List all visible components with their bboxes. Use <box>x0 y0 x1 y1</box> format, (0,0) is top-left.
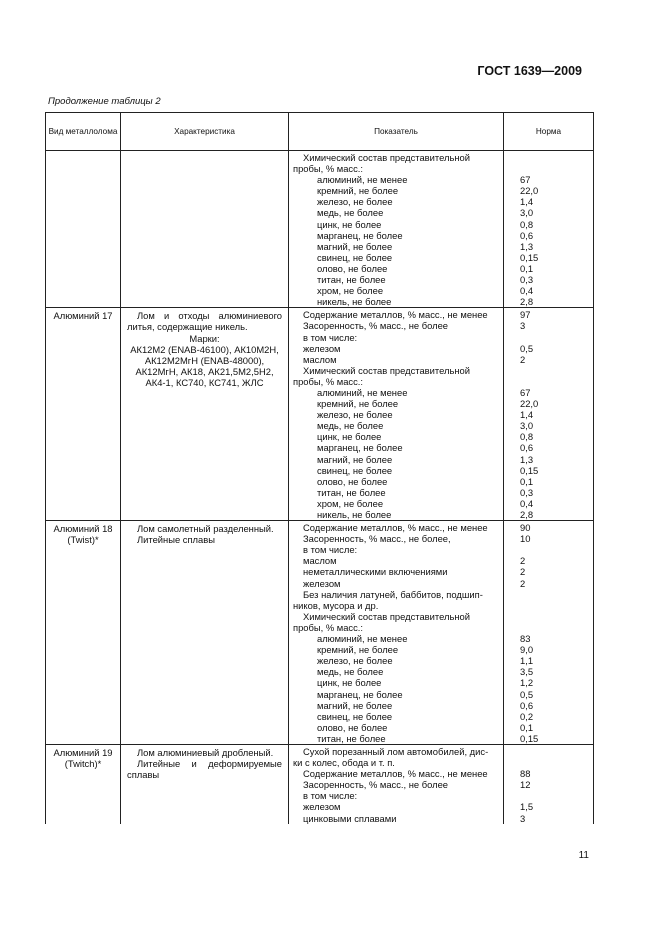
indicator-line: маслом <box>303 353 337 365</box>
norm-value: 22,0 <box>520 398 539 410</box>
norm-value: 10 <box>520 533 531 545</box>
norm-value: 0,8 <box>520 218 534 230</box>
norm-value: 0,5 <box>520 342 534 354</box>
indicator-line: Засоренность, % масс., не более, <box>303 533 451 545</box>
norm-value: 3 <box>520 320 526 332</box>
norm-value: 3,5 <box>520 666 534 678</box>
indicator-line: олово, не более <box>317 721 388 733</box>
indicator-line: железо, не более <box>317 196 393 208</box>
characteristic-cell <box>121 151 289 308</box>
indicator-line: медь, не более <box>317 207 384 219</box>
norm-cell <box>504 744 594 823</box>
indicator-line: никель, не более <box>317 296 392 308</box>
norm-value: 0,2 <box>520 710 534 722</box>
norm-value: 2 <box>520 566 526 578</box>
indicator-line: алюминий, не менее <box>317 174 408 186</box>
indicator-line: Содержание металлов, % масс., не менее <box>303 768 488 780</box>
header-indicator: Показатель <box>289 113 504 151</box>
table-row <box>46 521 594 745</box>
indicator-line: пробы, % масс.: <box>293 375 364 387</box>
indicator-line: Содержание металлов, % масс., не менее <box>303 522 488 534</box>
indicator-cell <box>289 521 504 745</box>
indicator-line: марганец, не более <box>317 229 403 241</box>
norm-value: 1,3 <box>520 453 534 465</box>
indicator-line: медь, не более <box>317 666 384 678</box>
indicator-line: кремний, не более <box>317 398 399 410</box>
characteristic-cell <box>121 308 289 521</box>
characteristic-cell <box>121 521 289 745</box>
norm-value: 1,5 <box>520 801 534 813</box>
indicator-line: свинец, не более <box>317 251 393 263</box>
table-caption: Продолжение таблицы 2 <box>48 96 161 107</box>
indicator-line: в том числе: <box>303 331 358 343</box>
norm-value: 0,15 <box>520 251 539 263</box>
norm-value: 67 <box>520 174 531 186</box>
norm-value: 1,4 <box>520 409 534 421</box>
indicator-line: олово, не более <box>317 475 388 487</box>
norm-value: 12 <box>520 779 531 791</box>
norm-value: 2 <box>520 353 526 365</box>
indicator-cell <box>289 151 504 308</box>
norm-value: 0,6 <box>520 442 534 454</box>
document-code: ГОСТ 1639—2009 <box>477 64 582 78</box>
grades-label: Марки: <box>189 332 220 344</box>
indicator-line: железом <box>303 577 341 589</box>
indicator-line: Сухой порезанный лом автомобилей, дис- <box>303 745 489 757</box>
indicator-line: ников, мусора и др. <box>293 599 379 611</box>
indicator-line: пробы, % масс.: <box>293 621 364 633</box>
indicator-line: в том числе: <box>303 544 358 556</box>
scrap-type-cell: Алюминий 17 <box>46 308 121 521</box>
indicator-line: Засоренность, % масс., не более <box>303 779 449 791</box>
indicator-line: цинк, не более <box>317 218 382 230</box>
indicator-cell <box>289 744 504 823</box>
norm-value: 0,1 <box>520 721 534 733</box>
norm-value: 0,6 <box>520 229 534 241</box>
characteristic-cell <box>121 744 289 823</box>
indicator-line: Засоренность, % масс., не более <box>303 320 449 332</box>
indicator-line: свинец, не более <box>317 710 393 722</box>
norm-value: 0,4 <box>520 497 534 509</box>
indicator-line: никель, не более <box>317 509 392 520</box>
norm-value <box>520 365 593 376</box>
norm-value: 2 <box>520 555 526 567</box>
norm-value <box>520 332 593 343</box>
norm-value <box>520 544 593 555</box>
indicator-line: алюминий, не менее <box>317 633 408 645</box>
indicator-line: титан, не более <box>317 274 386 286</box>
indicator-line: магний, не более <box>317 699 393 711</box>
data-table <box>45 112 594 824</box>
indicator-line: Химический состав представительной <box>303 610 470 622</box>
norm-value: 1,2 <box>520 677 534 689</box>
norm-value <box>520 746 593 757</box>
indicator-line: марганец, не более <box>317 442 403 454</box>
norm-value: 0,3 <box>520 486 534 498</box>
scrap-type-cell: Алюминий 18 (Twist)* <box>46 521 121 745</box>
indicator-line: олово, не более <box>317 262 388 274</box>
characteristic-text: Лом алюминиевый дробленый. <box>137 746 274 758</box>
indicator-line: кремний, не более <box>317 185 399 197</box>
header-norm: Норма <box>504 113 594 151</box>
indicator-line: титан, не более <box>317 732 386 744</box>
characteristic-text: Лом и отходы алюминиевого литья, содержащие никель. <box>127 310 282 333</box>
table-row <box>46 151 594 308</box>
norm-value <box>520 589 593 600</box>
indicator-line: железо, не более <box>317 409 393 421</box>
indicator-line: Химический состав представительной <box>303 364 470 376</box>
norm-value <box>520 790 593 801</box>
norm-value: 0,15 <box>520 732 539 744</box>
norm-value <box>520 757 593 768</box>
norm-value: 2 <box>520 577 526 589</box>
characteristic-text: Литейные и деформируемые сплавы <box>127 758 282 781</box>
norm-value: 3,0 <box>520 420 534 432</box>
norm-value: 0,15 <box>520 464 539 476</box>
norm-value: 0,1 <box>520 475 534 487</box>
indicator-line: Без наличия латуней, баббитов, подшип- <box>303 588 483 600</box>
norm-value: 3,0 <box>520 207 534 219</box>
norm-value: 22,0 <box>520 185 539 197</box>
norm-value: 3 <box>520 812 526 824</box>
indicator-line: магний, не более <box>317 453 393 465</box>
header-scrap-type: Вид металлолома <box>46 113 121 151</box>
norm-value: 0,6 <box>520 699 534 711</box>
indicator-line: марганец, не более <box>317 688 403 700</box>
norm-value <box>520 611 593 622</box>
norm-value: 1,4 <box>520 196 534 208</box>
norm-value: 0,5 <box>520 688 534 700</box>
norm-value <box>520 600 593 611</box>
indicator-line: Содержание металлов, % масс., не менее <box>303 309 488 321</box>
indicator-line: магний, не более <box>317 240 393 252</box>
norm-value: 0,1 <box>520 262 534 274</box>
indicator-line: пробы, % масс.: <box>293 163 364 175</box>
indicator-line: ки с колес, обода и т. п. <box>293 757 395 769</box>
header-characteristic: Характеристика <box>121 113 289 151</box>
norm-value <box>520 376 593 387</box>
norm-value: 2,8 <box>520 509 534 520</box>
indicator-line: медь, не более <box>317 420 384 432</box>
norm-value: 83 <box>520 633 531 645</box>
characteristic-text: Литейные сплавы <box>137 534 215 546</box>
scrap-type-cell: Алюминий 19 (Twitch)* <box>46 744 121 823</box>
indicator-line: цинковыми сплавами <box>303 812 397 824</box>
norm-value: 1,1 <box>520 655 534 667</box>
norm-value: 97 <box>520 309 531 321</box>
indicator-line: алюминий, не менее <box>317 386 408 398</box>
indicator-line: железом <box>303 342 341 354</box>
norm-value: 1,3 <box>520 240 534 252</box>
indicator-line: титан, не более <box>317 486 386 498</box>
norm-value: 0,4 <box>520 285 534 297</box>
norm-value: 90 <box>520 522 531 534</box>
table-row <box>46 308 594 521</box>
scrap-type-cell <box>46 151 121 308</box>
indicator-line: хром, не более <box>317 285 384 297</box>
indicator-line: цинк, не более <box>317 677 382 689</box>
characteristic-text: Лом самолетный разделенный. <box>137 523 274 535</box>
indicator-line: неметаллическими включениями <box>303 566 448 578</box>
indicator-line: в том числе: <box>303 790 358 802</box>
table-row <box>46 744 594 823</box>
norm-cell <box>504 151 594 308</box>
indicator-line: кремний, не более <box>317 644 399 656</box>
norm-value: 9,0 <box>520 644 534 656</box>
indicator-line: железом <box>303 801 341 813</box>
norm-cell <box>504 521 594 745</box>
page-number: 11 <box>578 850 589 861</box>
norm-value <box>520 152 593 163</box>
norm-value: 67 <box>520 386 531 398</box>
indicator-line: Химический состав представительной <box>303 152 470 163</box>
indicator-line: маслом <box>303 555 337 567</box>
norm-value: 2,8 <box>520 296 534 308</box>
indicator-line: железо, не более <box>317 655 393 667</box>
norm-value <box>520 622 593 633</box>
table-header-row <box>46 113 594 151</box>
indicator-line: хром, не более <box>317 497 384 509</box>
indicator-line: свинец, не более <box>317 464 393 476</box>
norm-value: 88 <box>520 768 531 780</box>
grades-list: АК12М2 (ENAB-46100), АК10М2Н, АК12М2МгН (ENAB-48000), АК12МгН, АК18, АК21,5М2,5Н2, АК4-1, КС740, КС741, ЖЛС <box>130 343 279 388</box>
indicator-line: цинк, не более <box>317 431 382 443</box>
norm-value <box>520 163 593 174</box>
indicator-cell <box>289 308 504 521</box>
norm-value: 0,3 <box>520 274 534 286</box>
norm-value: 0,8 <box>520 431 534 443</box>
norm-cell <box>504 308 594 521</box>
